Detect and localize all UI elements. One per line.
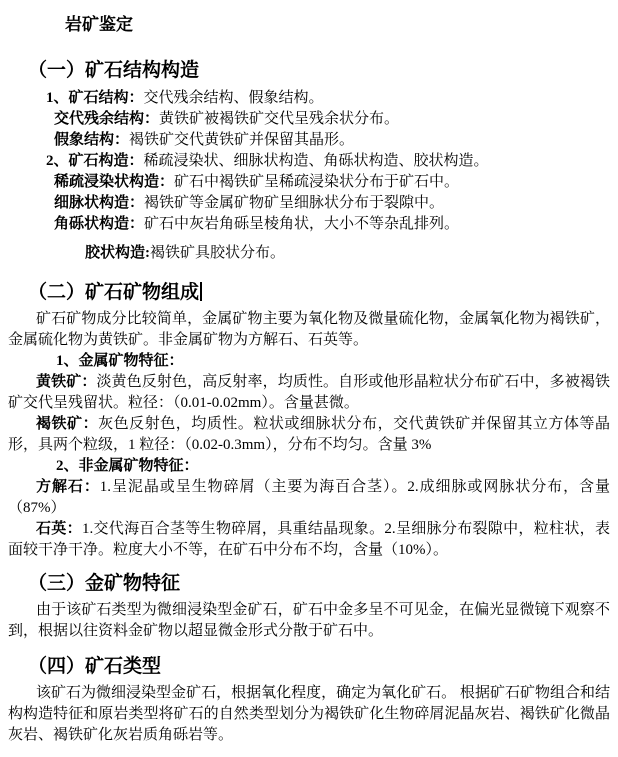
- term-label: 2、矿石构造：: [46, 153, 144, 169]
- term-label: 细脉状构造：: [54, 195, 145, 211]
- mineral-text: 1.交代海百合茎等生物碎屑，具重结晶现象。2.呈细脉分布裂隙中，粒柱状，表面较干净干净。粒度大小不等，在矿石中分布不均，含量（10%）。: [8, 521, 610, 558]
- term-text: 褐铁矿具胶状分布。: [150, 245, 286, 261]
- term-label: 假象结构：: [54, 132, 130, 148]
- list-item: [8, 151, 610, 172]
- mineral-label: 方解石：: [36, 479, 100, 495]
- subsection-heading: 1、金属矿物特征：: [56, 353, 184, 369]
- list-item: [8, 214, 610, 235]
- term-label: 1、矿石结构：: [46, 90, 144, 106]
- term-text: 稀疏浸染状、细脉状构造、角砾状构造、胶状构造。: [143, 153, 489, 169]
- mineral-label: 石英：: [36, 521, 82, 537]
- paragraph: 矿石矿物成分比较简单，金属矿物主要为氧化物及微量硫化物，金属氧化物为褐铁矿，金属硫化物为黄铁矿。非金属矿物为方解石、石英等。: [8, 311, 610, 348]
- section-heading-1: [28, 58, 610, 83]
- list-item: [8, 243, 610, 264]
- mineral-text: 1.呈泥晶或呈生物碎屑（主要为海百合茎）。2.成细脉或网脉状分布，含量（87%）: [8, 479, 610, 516]
- mineral-label: 黄铁矿：: [36, 374, 97, 390]
- mineral-paragraph: [8, 414, 610, 456]
- paragraph: 该矿石为微细浸染型金矿石，根据氧化程度，确定为氧化矿石。 根据矿石矿物组合和结构构造特征和原岩类型将矿石的自然类型划分为褐铁矿化生物碎屑泥晶灰岩、褐铁矿化微晶灰岩、褐铁矿化灰岩质角砾岩等。: [8, 685, 610, 743]
- term-text: 矿石中褐铁矿呈稀疏浸染状分布于矿石中。: [174, 174, 460, 190]
- section-heading-text: （一）矿石结构构造: [28, 60, 200, 81]
- mineral-paragraph: [8, 519, 610, 561]
- term-label: 角砾状构造：: [54, 216, 145, 232]
- section-heading-text: （三）金矿物特征: [28, 573, 181, 594]
- subsection-heading: 2、非金属矿物特征：: [56, 458, 199, 474]
- paragraph: 由于该矿石类型为微细浸染型金矿石，矿石中金多呈不可见金，在偏光显微镜下观察不到，根据以往资料金矿物以超显微金形式分散于矿石中。: [8, 602, 610, 639]
- document-title: 岩矿鉴定: [65, 15, 133, 34]
- section-heading-3: [28, 571, 610, 596]
- section-heading-4: [28, 654, 610, 679]
- term-label: 胶状构造:: [85, 245, 150, 261]
- mineral-paragraph: [8, 477, 610, 519]
- mineral-label: 褐铁矿：: [36, 416, 99, 432]
- text-cursor: [200, 282, 202, 301]
- mineral-text: 淡黄色反射色，高反射率，均质性。自形或他形晶粒状分布矿石中，多被褐铁矿交代呈残留状。粒径：（0.01-0.02mm）。含量甚微。: [8, 374, 610, 411]
- term-text: 交代残余结构、假象结构。: [143, 90, 324, 106]
- mineral-paragraph: [8, 372, 610, 414]
- list-item: [8, 130, 610, 151]
- list-item: [8, 193, 610, 214]
- term-text: 褐铁矿交代黄铁矿并保留其晶形。: [129, 132, 355, 148]
- term-label: 稀疏浸染状构造：: [54, 174, 175, 190]
- section-heading-text: （四）矿石类型: [28, 656, 162, 677]
- mineral-text: 灰色反射色，均质性。粒状或细脉状分布，交代黄铁矿并保留其立方体等晶形，具两个粒级，1 粒径：（0.02-0.3mm），分布不均匀。含量 3%: [8, 416, 610, 453]
- term-label: 交代残余结构：: [54, 111, 160, 127]
- term-text: 褐铁矿等金属矿物矿呈细脉状分布于裂隙中。: [144, 195, 445, 211]
- section-heading-2: [28, 280, 610, 305]
- term-text: 矿石中灰岩角砾呈棱角状，大小不等杂乱排列。: [144, 216, 460, 232]
- list-item: [8, 172, 610, 193]
- section-heading-text: （二）矿石矿物组成: [28, 282, 200, 303]
- list-item: [8, 88, 610, 109]
- list-item: [8, 109, 610, 130]
- term-text: 黄铁矿被褐铁矿交代呈残余状分布。: [159, 111, 400, 127]
